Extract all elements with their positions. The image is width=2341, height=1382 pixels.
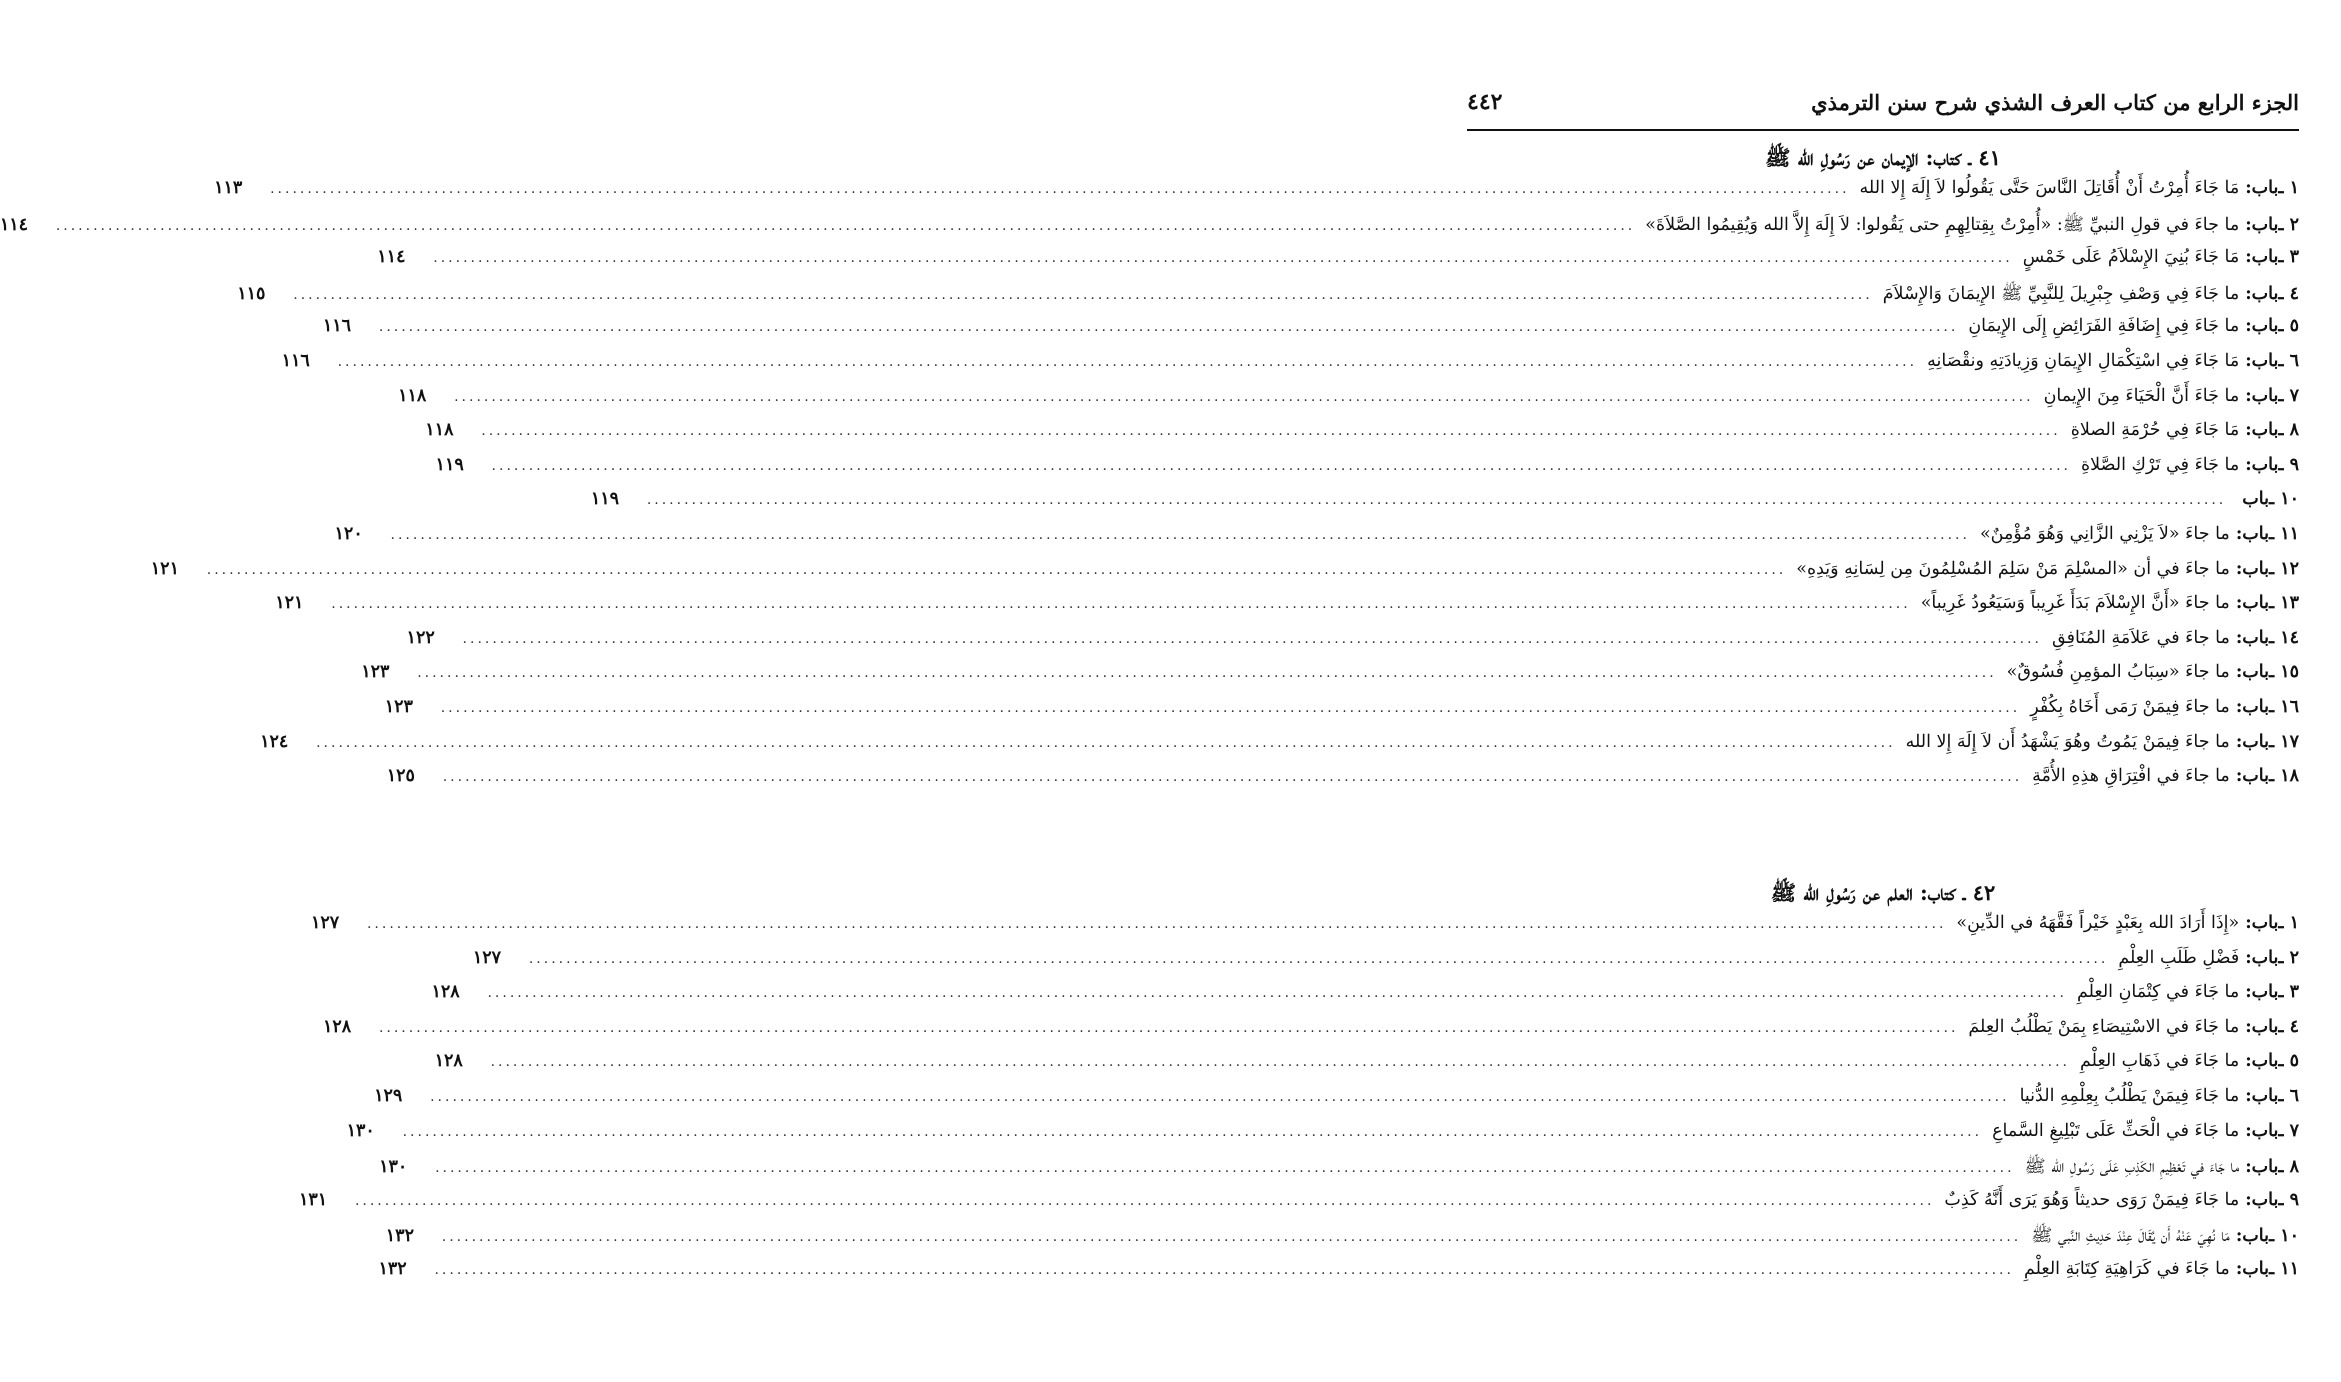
toc-entry bbox=[260, 731, 2299, 767]
entry-page-number: ١٢٨ bbox=[322, 1016, 352, 1037]
entry-number: ١٢ ـ bbox=[2268, 558, 2299, 579]
dot-leader bbox=[463, 631, 2042, 647]
entry-title: ما جَاءَ في ذَهَابِ العِلْمِ bbox=[2080, 1051, 2240, 1072]
entry-title: ما جاءَ في افْتِرَاقِ هذِهِ الأُمَّةِ bbox=[2032, 766, 2230, 787]
entry-title: ما جَاءَ فِيمَنْ يَطْلُبُ بِعِلْمِهِ الدُّنيا bbox=[2019, 1085, 2240, 1106]
entry-page-number: ١٢٠ bbox=[334, 523, 363, 544]
dot-leader bbox=[331, 596, 1910, 612]
entry-page-number: ١١٤ bbox=[0, 214, 29, 235]
entry-page-number: ١٢٨ bbox=[434, 1051, 463, 1072]
entry-page-number: ١٣٠ bbox=[346, 1120, 375, 1141]
dot-leader bbox=[391, 527, 1970, 543]
entry-label: باب: bbox=[2235, 1226, 2269, 1247]
dot-leader bbox=[270, 181, 1849, 197]
entry-page-number: ١١٩ bbox=[435, 454, 464, 475]
entry-number: ٥ ـ bbox=[2278, 316, 2299, 337]
entry-title: ما جَاءَ أَنَّ الْحَيَاءَ مِنَ الإِيمانِ bbox=[2043, 385, 2240, 406]
dot-leader bbox=[435, 1160, 2014, 1176]
entry-label: باب: bbox=[2245, 1120, 2279, 1141]
section-iman bbox=[0, 138, 2299, 801]
running-header bbox=[1467, 82, 2299, 122]
entry-label: باب: bbox=[2245, 420, 2279, 441]
entry-page-number: ١١٨ bbox=[398, 385, 427, 406]
entry-number: ٦ ـ bbox=[2278, 1085, 2299, 1106]
dot-leader bbox=[430, 1089, 2009, 1105]
toc-entry bbox=[435, 454, 2299, 490]
dot-leader bbox=[442, 1229, 2021, 1245]
toc-entry bbox=[237, 282, 2299, 317]
entry-number: ٤ ـ bbox=[2278, 1016, 2299, 1037]
toc-entry bbox=[398, 385, 2299, 421]
entry-number: ١٦ ـ bbox=[2268, 696, 2299, 717]
entry-number: ٤ ـ bbox=[2278, 283, 2299, 304]
dot-leader bbox=[379, 1020, 1958, 1036]
toc-entry bbox=[434, 1051, 2299, 1086]
entry-number: ١٠ ـ bbox=[2268, 1226, 2299, 1247]
toc-entry bbox=[322, 1016, 2299, 1052]
entry-label: باب: bbox=[2245, 913, 2279, 933]
toc-entry bbox=[386, 766, 2299, 801]
toc-entry bbox=[310, 913, 2299, 948]
entry-title: ما جَاءَ فِي إِضَافَةِ الفَرَائِضِ إِلَى الإِيمَانِ bbox=[1968, 316, 2240, 337]
entry-title: ما جَاءَ في الاسْتِيصَاءِ بِمَنْ يَطْلُبُ العِلمَ bbox=[1968, 1016, 2240, 1037]
entry-number: ٣ ـ bbox=[2278, 247, 2299, 268]
dot-leader bbox=[529, 951, 2108, 967]
dot-leader bbox=[379, 319, 1958, 335]
entry-page-number: ١٣٠ bbox=[379, 1157, 408, 1178]
entry-number: ٧ ـ bbox=[2278, 385, 2299, 406]
entry-title: مَا جَاءَ بُنِيَ الإِسْلاَمُ عَلَى خَمْسٍ bbox=[2022, 247, 2240, 268]
entry-page-number: ١١٦ bbox=[322, 316, 352, 337]
toc-entry bbox=[374, 1085, 2299, 1121]
dot-leader bbox=[647, 492, 2226, 508]
entry-title: ما جاءَ في قولِ النبيِّ ﷺ: «أُمِرْتُ بِقِتالِهِمِ حتى يَقُولوا: لاَ إِلَهَ إِلاَّ الله وَيُقِيمُوا الصَّلاَةَ» bbox=[1645, 214, 2240, 235]
entry-title: ما جاءَ «سِبَابُ المؤمِنِ فُسُوقٌ» bbox=[2006, 662, 2230, 683]
dot-leader bbox=[492, 458, 2071, 474]
dot-leader bbox=[487, 985, 2066, 1001]
entry-label: باب bbox=[2242, 489, 2269, 510]
section-ilm bbox=[298, 873, 2299, 1294]
dot-leader bbox=[316, 735, 1895, 751]
toc-entry bbox=[346, 1120, 2299, 1156]
dot-leader bbox=[491, 1054, 2070, 1070]
entry-page-number: ١٢٧ bbox=[310, 913, 340, 933]
dot-leader bbox=[454, 389, 2033, 405]
entry-title: «إِذَا أَرَادَ الله بِعَبْدٍ خَيْراً فَقَّهَهُ في الدِّينِ» bbox=[1956, 913, 2240, 933]
toc-list bbox=[298, 913, 2299, 1294]
entry-title: مَا جَاءَ فِي حُرْمَةِ الصلاةِ bbox=[2070, 420, 2240, 441]
entry-page-number: ١٢٥ bbox=[386, 766, 415, 787]
entry-title: ما جَاءَ فِي تَرْكِ الصَّلاةِ bbox=[2081, 454, 2240, 475]
dot-leader bbox=[355, 1193, 1934, 1209]
entry-label: باب: bbox=[2235, 523, 2269, 544]
entry-label: باب: bbox=[2245, 214, 2279, 235]
entry-number: ١ ـ bbox=[2278, 913, 2299, 933]
entry-page-number: ١٢٣ bbox=[361, 662, 390, 683]
entry-number: ١ ـ bbox=[2278, 178, 2299, 198]
entry-title: ما جاءَ فِيمَنْ رَمَى أَخَاهُ بِكُفْرٍ bbox=[2030, 696, 2230, 717]
toc-list bbox=[0, 178, 2299, 801]
entry-label: باب: bbox=[2245, 947, 2279, 968]
toc-entry bbox=[377, 247, 2299, 282]
entry-label: باب: bbox=[2245, 247, 2279, 268]
entry-label: باب: bbox=[2235, 662, 2269, 683]
entry-number: ٦ ـ bbox=[2278, 350, 2299, 371]
entry-number: ٣ ـ bbox=[2278, 982, 2299, 1003]
entry-label: باب: bbox=[2245, 1157, 2279, 1178]
entry-number: ٢ ـ bbox=[2278, 947, 2299, 968]
toc-entry bbox=[406, 627, 2299, 663]
toc-entry bbox=[472, 947, 2299, 983]
entry-number: ١١ ـ bbox=[2268, 1258, 2299, 1279]
entry-title: مَا جَاءَ أُمِرْتُ أَنْ أُقَاتِلَ النَّاسَ حَتَّى يَقُولُوا لاَ إِلَهَ إِلا الله bbox=[1859, 178, 2240, 198]
entry-page-number: ١٣٢ bbox=[385, 1226, 414, 1247]
dot-leader bbox=[441, 700, 2020, 716]
entry-title: ما جاءَ في أن «المسْلِمَ مَنْ سَلِمَ المُسْلِمُونَ مِن لِسَانِهِ وَيَدِهِ» bbox=[1796, 558, 2230, 579]
entry-page-number: ١٢٧ bbox=[472, 947, 502, 968]
entry-page-number: ١٢٩ bbox=[374, 1085, 403, 1106]
entry-number: ١١ ـ bbox=[2268, 523, 2299, 544]
entry-title: ما جَاءَ في كِتْمَانِ العِلْمِ bbox=[2076, 982, 2240, 1003]
toc-entry bbox=[590, 489, 2299, 524]
entry-label: باب: bbox=[2235, 731, 2269, 752]
toc-entry bbox=[150, 558, 2299, 594]
entry-title: ما جَاءَ فِي وَصْفِ جِبْرِيلَ لِلنَّبِيِّ ﷺ الإِيمَانَ وَالإِسْلاَمَ bbox=[1882, 283, 2240, 304]
entry-number: ١٤ ـ bbox=[2268, 627, 2299, 648]
entry-label: باب: bbox=[2235, 766, 2269, 787]
dot-leader bbox=[367, 916, 1946, 932]
dot-leader bbox=[433, 250, 2012, 266]
toc-entry bbox=[385, 1224, 2299, 1259]
entry-number: ٧ ـ bbox=[2278, 1120, 2299, 1141]
dot-leader bbox=[417, 665, 1996, 681]
dot-leader bbox=[434, 1262, 2013, 1278]
entry-label: باب: bbox=[2235, 1258, 2269, 1279]
toc-entry bbox=[378, 1258, 2299, 1294]
dot-leader bbox=[338, 354, 1917, 370]
entry-label: باب: bbox=[2245, 283, 2279, 304]
entry-page-number: ١٢١ bbox=[150, 558, 179, 579]
toc-entry bbox=[431, 982, 2299, 1017]
entry-page-number: ١٣٢ bbox=[378, 1258, 407, 1279]
entry-label: باب: bbox=[2245, 385, 2279, 406]
entry-page-number: ١١٦ bbox=[281, 350, 310, 371]
entry-number: ٨ ـ bbox=[2278, 1157, 2299, 1178]
entry-title: ما جاءَ «أَنَّ الإِسْلاَمَ بَدَأَ غَرِيباً وَسَيَعُودُ غَرِيباً» bbox=[1920, 593, 2230, 614]
toc-entry bbox=[0, 213, 2299, 248]
entry-label: باب: bbox=[2245, 178, 2279, 198]
entry-page-number: ١٢٢ bbox=[406, 627, 435, 648]
entry-label: باب: bbox=[2235, 558, 2269, 579]
entry-title: فَضْلِ طَلَبِ العِلْمِ bbox=[2118, 947, 2240, 968]
entry-title: ما جَاءَ فِيمَنْ رَوَى حديثاً وَهُوَ يَرَى أَنَّهُ كَذِبٌ bbox=[1944, 1189, 2240, 1210]
entry-page-number: ١١٤ bbox=[377, 247, 406, 268]
dot-leader bbox=[403, 1124, 1982, 1140]
entry-number: ٢ ـ bbox=[2278, 214, 2299, 235]
entry-number: ٨ ـ bbox=[2278, 420, 2299, 441]
entry-title: ما جاءَ فِيمَنْ يَمُوتُ وهُوَ يَشْهَدُ أَن لاَ إِلَهَ إِلا الله bbox=[1905, 731, 2230, 752]
entry-label: باب: bbox=[2245, 1189, 2279, 1210]
dot-leader bbox=[207, 562, 1786, 578]
entry-label: باب: bbox=[2245, 1051, 2279, 1072]
toc-entry bbox=[384, 696, 2299, 732]
entry-number: ١٨ ـ bbox=[2268, 766, 2299, 787]
entry-title: ما جاءَ في عَلاَمَةِ المُنَافِقِ bbox=[2052, 627, 2230, 648]
entry-label: باب: bbox=[2245, 454, 2279, 475]
entry-page-number: ١١٩ bbox=[590, 489, 620, 510]
entry-label: باب: bbox=[2245, 350, 2279, 371]
entry-title: مَا جَاءَ فِي اسْتِكْمَالِ الإِيمَانِ وَزِيادَتِهِ ونقْصَانِهِ bbox=[1927, 350, 2240, 371]
toc-entry bbox=[379, 1155, 2299, 1190]
running-title: الجزء الرابع من كتاب العرف الشذي شرح سنن الترمذي bbox=[1811, 89, 2299, 115]
entry-title: ما جَاءَ في الْحَثِّ عَلَى تَبْلِيغِ السَّماعِ bbox=[1992, 1120, 2240, 1141]
entry-title: ما جَاءَ في كَرَاهِيَةِ كِتَابَةِ العِلْمِ bbox=[2023, 1258, 2230, 1279]
section-title: ٤٢ ـ كتاب: العلم عن رَسُولِ الله ﷺ bbox=[1770, 880, 1996, 905]
entry-label: باب: bbox=[2245, 316, 2279, 337]
entry-title: ما جاءَ «لاَ يَزْنِي الزَّانِي وَهُوَ مُؤْمِنٌ» bbox=[1979, 523, 2230, 544]
entry-label: باب: bbox=[2245, 1016, 2279, 1037]
entry-page-number: ١١٨ bbox=[425, 420, 454, 441]
toc-entry bbox=[275, 593, 2299, 628]
entry-page-number: ١٣١ bbox=[298, 1189, 328, 1210]
entry-page-number: ١٢٣ bbox=[384, 696, 413, 717]
entry-label: باب: bbox=[2235, 593, 2269, 614]
entry-number: ٩ ـ bbox=[2278, 454, 2299, 475]
entry-number: ١٣ ـ bbox=[2268, 593, 2299, 614]
toc-entry bbox=[214, 178, 2299, 213]
entry-page-number: ١٢٤ bbox=[260, 731, 289, 752]
entry-number: ٩ ـ bbox=[2278, 1189, 2299, 1210]
entry-number: ١٥ ـ bbox=[2268, 662, 2299, 683]
toc-entry bbox=[298, 1189, 2299, 1225]
entry-label: باب: bbox=[2245, 982, 2279, 1003]
dot-leader bbox=[481, 423, 2060, 439]
entry-number: ٥ ـ bbox=[2278, 1051, 2299, 1072]
page-number: ٤٤٢ bbox=[1467, 89, 1503, 115]
entry-label: باب: bbox=[2235, 696, 2269, 717]
entry-title: مَا نُهِيَ عَنْهُ أَن يُقَالَ عِنْدَ حَدِيثِ النَّبي ﷺ bbox=[2031, 1226, 2230, 1247]
toc-entry bbox=[425, 420, 2299, 455]
toc-entry bbox=[361, 662, 2299, 697]
section-title: ٤١ ـ كتاب: الإيمان عن رَسُولِ الله ﷺ bbox=[1765, 145, 2001, 170]
dot-leader bbox=[293, 287, 1872, 303]
entry-label: باب: bbox=[2245, 1085, 2279, 1106]
entry-page-number: ١١٣ bbox=[214, 178, 243, 198]
entry-number: ١٧ ـ bbox=[2268, 731, 2299, 752]
entry-title: ما جَاءَ في تَعْظِيمِ الكَذِبِ عَلَى رَسُولِ الله ﷺ bbox=[2024, 1157, 2240, 1178]
toc-entry bbox=[281, 350, 2299, 386]
dot-leader bbox=[56, 218, 1635, 234]
dot-leader bbox=[443, 769, 2022, 785]
entry-page-number: ١٢١ bbox=[275, 593, 304, 614]
entry-page-number: ١٢٨ bbox=[431, 982, 460, 1003]
entry-label: باب: bbox=[2235, 627, 2269, 648]
toc-entry bbox=[322, 316, 2299, 351]
header-rule bbox=[1467, 129, 2299, 131]
entry-page-number: ١١٥ bbox=[237, 283, 266, 304]
toc-entry bbox=[334, 523, 2299, 559]
entry-number: ١٠ ـ bbox=[2268, 489, 2299, 510]
